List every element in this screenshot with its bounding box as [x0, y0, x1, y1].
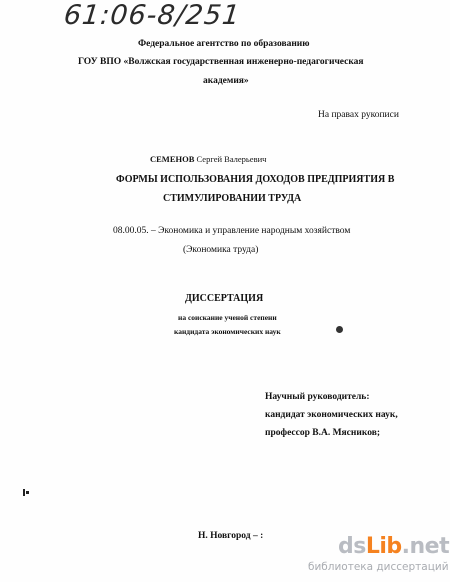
- scan-mark-icon: [22, 489, 29, 496]
- dslib-subtitle: библиотека диссертаций: [308, 561, 449, 573]
- handwritten-archive-code: 61:06-8/251: [62, 0, 243, 31]
- author-surname: СЕМЕНОВ: [150, 154, 195, 164]
- degree-line1: на соискание ученой степени: [178, 313, 277, 322]
- city-and-year: Н. Новгород – :: [198, 531, 264, 541]
- supervisor-name: профессор В.А. Мясников;: [265, 428, 381, 438]
- manuscript-rights-note: На правах рукописи: [318, 110, 399, 120]
- degree-line2: кандидата экономических наук: [174, 327, 281, 336]
- specialty-subfield: (Экономика труда): [183, 245, 259, 255]
- agency-name: Федеральное агентство по образованию: [138, 39, 310, 49]
- author-given-names: Сергей Валерьевич: [196, 154, 267, 164]
- thesis-title-line2: СТИМУЛИРОВАНИИ ТРУДА: [163, 193, 302, 204]
- author-name: [150, 154, 266, 164]
- dslib-watermark: [300, 534, 450, 578]
- specialty-code: 08.00.05. – Экономика и управление народным хозяйством: [113, 226, 351, 236]
- institution-name-line1: ГОУ ВПО «Волжская государственная инженерно-педагогическая: [78, 57, 364, 67]
- supervisor-degree: кандидат экономических наук,: [265, 410, 398, 420]
- dslib-logo: dsLib.net: [338, 534, 450, 559]
- institution-name-line2: академия»: [203, 76, 249, 86]
- ink-dot: [336, 326, 343, 333]
- thesis-title-line1: ФОРМЫ ИСПОЛЬЗОВАНИЯ ДОХОДОВ ПРЕДПРИЯТИЯ В: [116, 174, 395, 185]
- document-type-heading: ДИССЕРТАЦИЯ: [185, 293, 264, 304]
- supervisor-label: Научный руководитель:: [265, 392, 370, 402]
